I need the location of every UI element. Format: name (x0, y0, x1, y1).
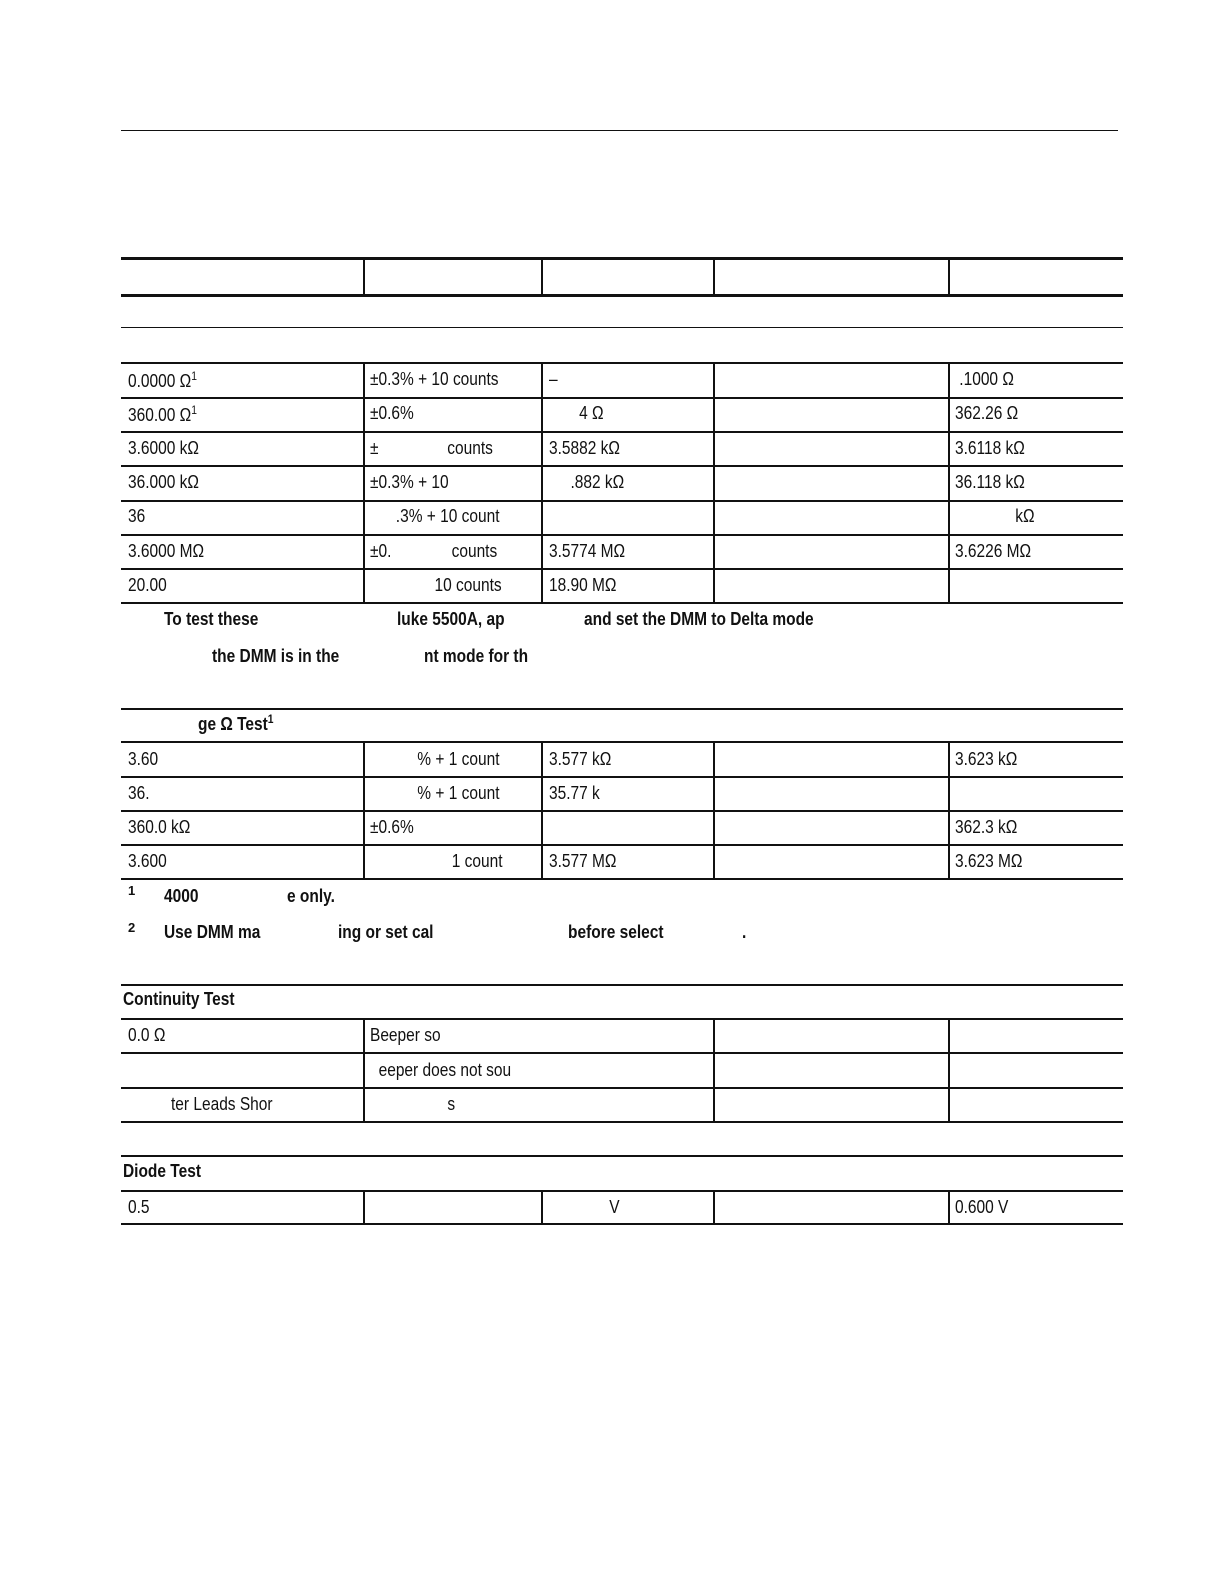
table-row-2-value: 3.6000 kΩ (128, 438, 199, 458)
row-rule (121, 1052, 1123, 1054)
table-row-0-value: 3.60 (128, 749, 159, 769)
header-divider (948, 260, 950, 294)
table-row-3-accuracy: 1 count (370, 851, 503, 871)
table-row-3-low: 3.577 MΩ (549, 851, 617, 871)
table-row-3-accuracy: ±0.3% + 10 (370, 472, 449, 492)
table-row-2-value: ter Leads Shor (128, 1094, 273, 1114)
column-divider (948, 1019, 950, 1122)
row-rule (121, 602, 1123, 604)
row-rule (121, 465, 1123, 467)
section-rule (121, 741, 1123, 743)
section-rule (121, 1190, 1123, 1192)
table-row-3-value: 36.000 kΩ (128, 472, 199, 492)
table-row-0-low: – (549, 369, 558, 389)
table-row-0-value: 0.0 Ω (128, 1025, 166, 1045)
column-divider (713, 742, 715, 879)
row-rule (121, 1087, 1123, 1089)
table-row-0-accuracy: % + 1 count (370, 749, 500, 769)
row-rule (121, 500, 1123, 502)
note-text: To test these (164, 609, 259, 629)
table-row-1-result: eeper does not sou (370, 1060, 512, 1080)
column-divider (713, 363, 715, 603)
table-row-1-high: 362.26 Ω (955, 403, 1019, 423)
table-top-rule (121, 257, 1123, 260)
table-row-5-accuracy: ±0. counts (370, 541, 498, 561)
table-row-5-low: 3.5774 MΩ (549, 541, 626, 561)
table-row-2-accuracy: ±0.6% (370, 817, 414, 837)
table-row-3-low: .882 kΩ (549, 472, 625, 492)
row-rule (121, 1223, 1123, 1225)
table-row-2-accuracy: ± counts (370, 438, 493, 458)
footnote-text: e only. (287, 886, 335, 906)
note-text: the DMM is in the (212, 646, 340, 666)
section-rule (121, 362, 1123, 364)
table-row-5-high: 3.6226 MΩ (955, 541, 1032, 561)
column-divider (948, 742, 950, 879)
row-rule (121, 810, 1123, 812)
column-divider (541, 742, 543, 879)
table-row-2-high: 362.3 kΩ (955, 817, 1018, 837)
column-divider (948, 363, 950, 603)
table-row-2-result: s (370, 1094, 456, 1114)
table-row-4-value: 36 (128, 506, 146, 526)
row-rule (121, 844, 1123, 846)
table-row-4-high: kΩ (955, 506, 1035, 526)
note-text: nt mode for th (424, 646, 529, 666)
column-divider (363, 1191, 365, 1224)
table-row-6-value: 20.00 (128, 575, 167, 595)
table-header-rule (121, 294, 1123, 297)
table-row-0-high: 3.623 kΩ (955, 749, 1018, 769)
section-header: ge Ω Test$^1$ (198, 712, 274, 734)
column-divider (713, 1191, 715, 1224)
table-row-0-value: 0.5 (128, 1197, 150, 1217)
footnote-text: ing or set cal (338, 922, 434, 942)
section-rule (121, 708, 1123, 710)
table-row-4-accuracy: .3% + 10 count (370, 506, 500, 526)
section-rule (121, 327, 1123, 328)
table-row-1-accuracy: ±0.6% (370, 403, 414, 423)
table-row-0-low: 3.577 kΩ (549, 749, 612, 769)
header-divider (363, 260, 365, 294)
column-divider (948, 1191, 950, 1224)
row-rule (121, 776, 1123, 778)
table-row-0-value: 0.0000 $\Omega^1$ (128, 369, 197, 391)
table-row-2-low: 3.5882 kΩ (549, 438, 620, 458)
header-divider (541, 260, 543, 294)
table-row-6-accuracy: 10 counts (370, 575, 502, 595)
row-rule (121, 397, 1123, 399)
column-divider (363, 742, 365, 879)
column-divider (363, 363, 365, 603)
diode-test-header: Diode Test (123, 1161, 201, 1181)
footnote-text: Use DMM ma (164, 922, 261, 942)
column-divider (541, 1191, 543, 1224)
note-text: luke 5500A, ap (397, 609, 505, 629)
row-rule (121, 1121, 1123, 1123)
table-row-1-accuracy: % + 1 count (370, 783, 500, 803)
column-divider (363, 1019, 365, 1122)
table-row-3-value: 3.600 (128, 851, 167, 871)
table-row-0-high: .1000 Ω (955, 369, 1014, 389)
row-rule (121, 878, 1123, 880)
column-divider (541, 363, 543, 603)
table-row-0-result: Beeper so (370, 1025, 441, 1045)
section-rule (121, 984, 1123, 986)
table-row-1-value: 360.00 $\Omega^1$ (128, 403, 197, 425)
table-row-3-high: 3.623 MΩ (955, 851, 1023, 871)
footnote-text: . (742, 922, 747, 942)
footnote-text: 4000 (164, 886, 199, 906)
footnote-text: before select (568, 922, 664, 942)
row-rule (121, 568, 1123, 570)
table-row-2-value: 360.0 kΩ (128, 817, 191, 837)
footnote-number: 1 (128, 883, 136, 898)
header-divider (713, 260, 715, 294)
table-row-1-value: 36. (128, 783, 150, 803)
column-divider (713, 1019, 715, 1122)
table-row-1-low: 4 Ω (549, 403, 604, 423)
table-row-3-high: 36.118 kΩ (955, 472, 1025, 492)
table-row-2-high: 3.6118 kΩ (955, 438, 1025, 458)
section-rule (121, 1018, 1123, 1020)
continuity-test-header: Continuity Test (123, 989, 235, 1009)
table-row-0-accuracy: ±0.3% + 10 counts (370, 369, 499, 389)
table-row-6-low: 18.90 MΩ (549, 575, 617, 595)
footnote-number: 2 (128, 920, 136, 935)
note-text: and set the DMM to Delta mode (584, 609, 814, 629)
table-row-1-low: 35.77 k (549, 783, 600, 803)
row-rule (121, 534, 1123, 536)
table-row-0-low: V (549, 1197, 620, 1217)
table-row-0-high: 0.600 V (955, 1197, 1009, 1217)
section-rule (121, 1155, 1123, 1157)
page-top-rule (121, 130, 1118, 131)
row-rule (121, 431, 1123, 433)
table-row-5-value: 3.6000 MΩ (128, 541, 205, 561)
